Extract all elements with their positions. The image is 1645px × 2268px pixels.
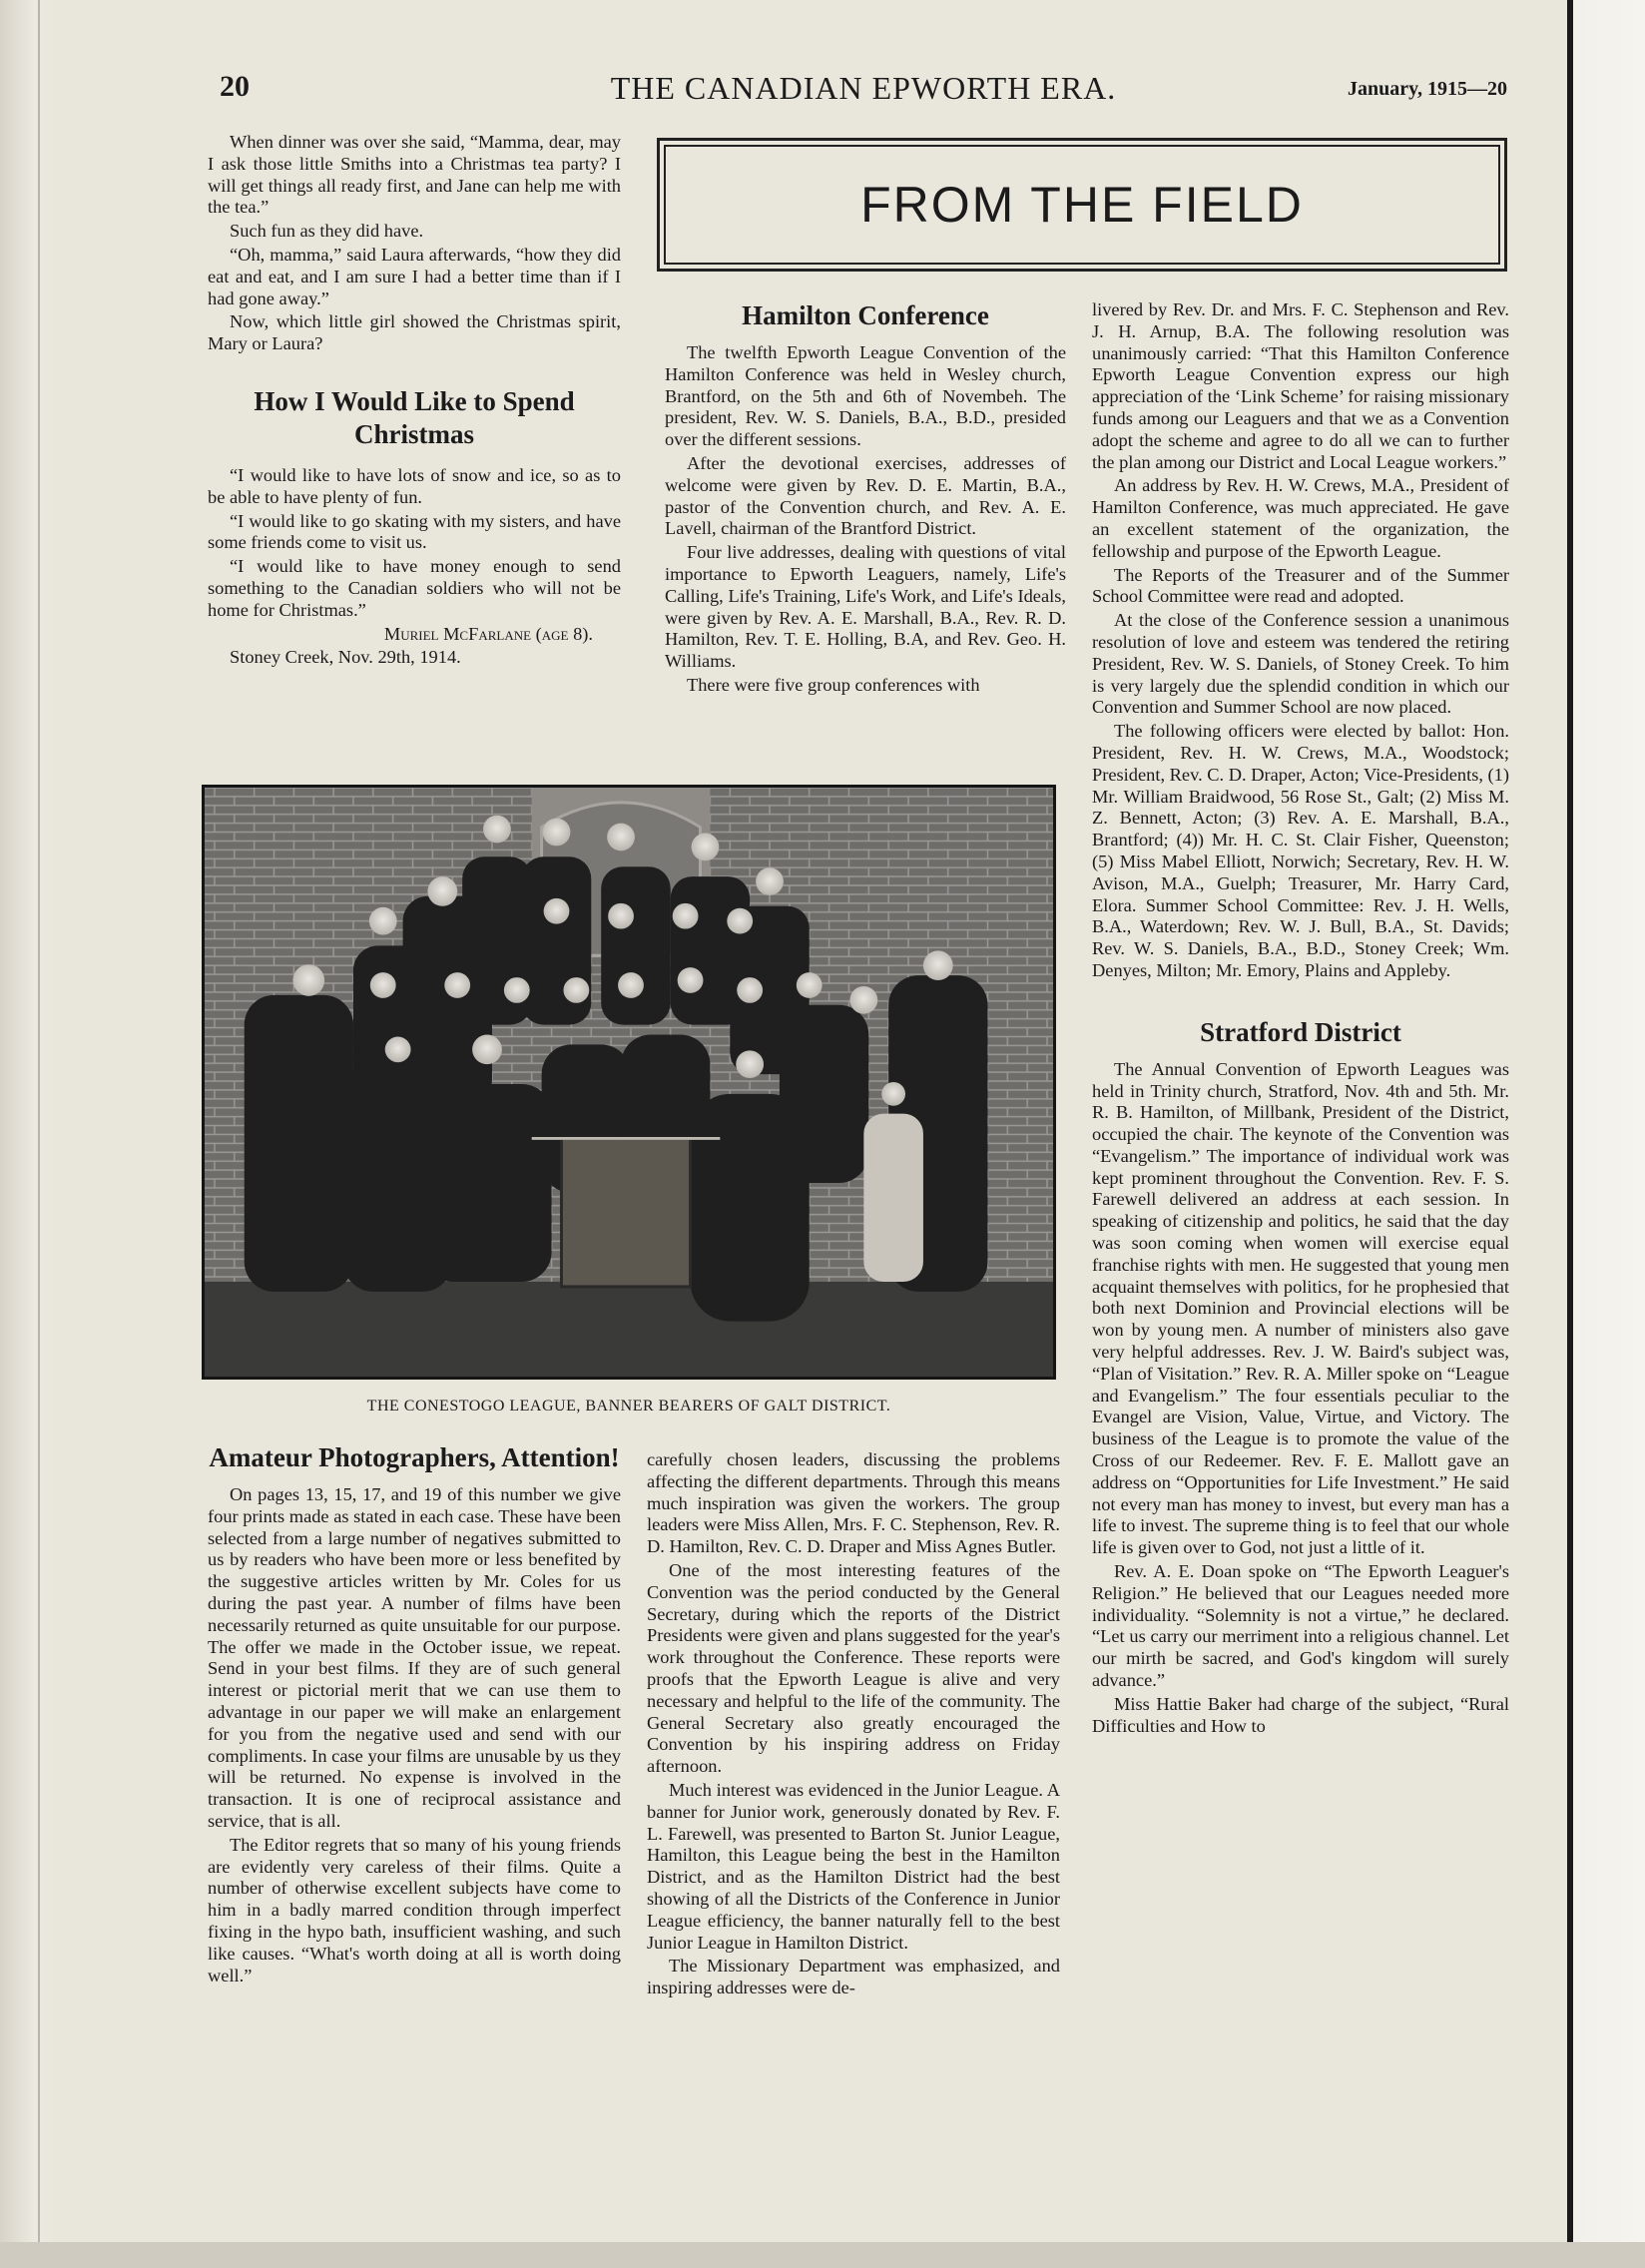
paragraph: Four live addresses, dealing with questions of vital importance to Epworth Leaguers, namely, Life's Calling, Life's Training, Life's Work, and Life's Ideals, were given by Rev. A. E. Marshall, B.A., Rev. R. D. Hamilton, Rev. T. E. Holling, B.A, and Rev. Geo. H. Williams.	[665, 542, 1066, 672]
paragraph: carefully chosen leaders, discussing the problems affecting the different departments. Through this means much inspiration was given the workers. The group leaders were Miss Allen, Mrs. F. C. Stephenson, Rev. R. D. Hamilton, Rev. C. D. Draper and Miss Agnes Butler.	[647, 1449, 1060, 1557]
paragraph: “I would like to have money enough to send something to the Canadian soldiers who will not be home for Christmas.”	[208, 556, 621, 620]
hamilton-heading: Hamilton Conference	[742, 300, 989, 330]
binding-edge	[38, 0, 40, 2268]
paragraph: The Reports of the Treasurer and of the Summer School Committee were read and adopted.	[1092, 564, 1509, 607]
paragraph: One of the most interesting features of the Convention was the period conducted by the General Secretary, during which the reports of the District Presidents were given and plans suggested for the year's work throughout the Conference. These reports were proofs that the Epworth League is alive and very necessary and helpful to the life of the community. The General Secretary also greatly encouraged the Convention by his inspiring address on Friday afternoon.	[647, 1559, 1060, 1777]
paragraph: Now, which little girl showed the Christmas spirit, Mary or Laura?	[208, 311, 621, 354]
letter-signature: Muriel McFarlane (age 8).	[383, 623, 593, 644]
page-number: 20	[220, 70, 250, 103]
amateur-article	[208, 1441, 621, 1986]
hamilton-article	[665, 299, 1066, 697]
paragraph: Rev. A. E. Doan spoke on “The Epworth Leaguer's Religion.” He believed that our Leagues needed more individuality. “Solemnity is not a virtue,” he declared. “Let us carry our merriment into a religious channel. Let our mirth be sacred, and God's kingdom will surely advance.”	[1092, 1561, 1509, 1691]
paragraph: At the close of the Conference session a unanimous resolution of love and esteem was tendered the retiring President, Rev. W. S. Daniels, of Stoney Creek. To him is very largely due the splendid condition in which our Convention and Summer School are now placed.	[1092, 610, 1509, 718]
hamilton-continued	[647, 1449, 1060, 1999]
paragraph: “I would like to have lots of snow and ice, so as to be able to have plenty of fun.	[208, 464, 621, 507]
page-bottom-edge	[0, 2242, 1645, 2268]
paragraph: The Editor regrets that so many of his young friends are evidently very careless of their films. Quite a number of otherwise excellent subjects have come to him in a badly marred condition through imperfect fixing in the hypo bath, insufficient washing, and such like causes. “What's worth doing at all is worth doing well.”	[208, 1834, 621, 1985]
right-column	[1092, 299, 1509, 1737]
journal-title: THE CANADIAN EPWORTH ERA.	[610, 70, 1117, 106]
page-right-edge	[1567, 0, 1645, 2268]
paragraph: Much interest was evidenced in the Junior League. A banner for Junior work, generously donated by Rev. F. L. Farewell, was presented to Barton St. Junior League, Hamilton, this League being the best in the Hamilton District, and as the Hamilton District had the best showing of all the Districts of the Conference in Junior League efficiency, the banner naturally fell to the best Junior League in Hamilton District.	[647, 1779, 1060, 1953]
group-photo-illustration	[205, 788, 1053, 1377]
paragraph: “I would like to go skating with my sisters, and have some friends come to visit us.	[208, 510, 621, 553]
paragraph: Such fun as they did have.	[230, 221, 424, 242]
paragraph: On pages 13, 15, 17, and 19 of this number we give four prints made as stated in each case. These have been selected from a large number of negatives submitted to us by readers who have been more or less benefited by the suggestive articles written by Mr. Coles for us during the past year. A number of films have been necessarily returned as quite unsuitable for our purpose. The offer we made in the October issue, we repeat. Send in your best films. If they are of such general interest or pictorial merit that we can use them to advantage in our paper we will make an enlargement for you from the negative used and send with our compliments. In case your films are unusable by us they will be returned. No expense is involved in the transaction. It is one of reciprocal assistance and service, that is all.	[208, 1484, 621, 1831]
christmas-heading: How I Would Like to Spend Christmas	[254, 385, 575, 449]
paragraph: After the devotional exercises, addresses of welcome were given by Rev. D. E. Martin, B.A., pastor of the Convention church, and Rev. A. E. Lavell, chairman of the Brantford District.	[665, 452, 1066, 539]
paragraph: An address by Rev. H. W. Crews, M.A., President of Hamilton Conference, was much appreciated. He gave an excellent statement of the organization, the fellowship and purpose of the Epworth League.	[1092, 475, 1509, 561]
paragraph: The Missionary Department was emphasized, and inspiring addresses were de-	[647, 1956, 1060, 1998]
page-header	[220, 70, 1507, 110]
page-binding	[0, 0, 58, 2268]
photo-caption: THE CONESTOGO LEAGUE, BANNER BEARERS OF GALT DISTRICT.	[366, 1398, 891, 1415]
banner-title: FROM THE FIELD	[860, 177, 1304, 233]
paragraph: The following officers were elected by ballot: Hon. President, Rev. H. W. Crews, M.A., Woodstock; President, Rev. C. D. Draper, Acton; Vice-Presidents, (1) Mr. William Braidwood, 56 Rose St., Galt; (2) Miss M. Z. Bennett, Acton; (3) Rev. A. E. Marshall, B.A., Brantford; (4)) Mr. H. C. St. Clair Fisher, Queenston; (5) Miss Mabel Elliott, Norwich; Secretary, Rev. H. W. Avison, M.A., Guelph; Treasurer, Mr. Harry Card, Elora. Summer School Committee: Rev. J. H. Wells, B.A., Waterdown; Rev. W. J. Bull, B.A., St. Davids; Rev. W. S. Daniels, B.A., B.D., Stoney Creek; Wm. Denyes, Milton; Mr. Emory, Plains and Appleby.	[1092, 721, 1509, 980]
paragraph: livered by Rev. Dr. and Mrs. F. C. Stephenson and Rev. J. H. Arnup, B.A. The following resolution was unanimously carried: “That this Hamilton Conference Epworth League Convention express our high appreciation of the ‘Link Scheme’ for raising missionary funds among our Leaguers and that we as a Convention adopt the scheme and agree to do all we can to further the plan among our District and Local League workers.”	[1092, 299, 1509, 472]
christmas-story-end	[208, 132, 621, 669]
paragraph: The Annual Convention of Epworth Leagues was held in Trinity church, Stratford, Nov. 4th and 5th. Mr. R. B. Hamilton, of Millbank, President of the District, occupied the chair. The keynote of the Convention was “Evangelism.” The importance of individual work was kept prominent throughout the Convention. Rev. F. S. Farewell delivered an address at each session. In speaking of citizenship and politics, he said that the day was soon coming when women will exercise equal franchise rights with men. He suggested that young men acquaint themselves with politics, for he prophesied that both next Dominion and Provincial elections will be won by young men. A number of ministers also gave very helpful addresses. Rev. J. W. Baird's subject was, “Plan of Visitation.” Rev. R. A. Miller spoke on “League and Evangelism.” The four essentials peculiar to the Evangel are Vision, Value, Virtue, and Victory. The business of the League is to promote the value of the Cross of our Redeemer. Rev. F. E. Mallott gave an address on “Opportunities for Life Investment.” He said not every man has money to invest, but every man has a life to invest. The supreme thing is to feel that our whole life is given over to God, not just a little of it.	[1092, 1058, 1509, 1558]
group-photograph	[202, 785, 1056, 1380]
stratford-heading: Stratford District	[1200, 1016, 1401, 1047]
amateur-heading: Amateur Photographers, Attention!	[209, 1442, 620, 1472]
paragraph: “Oh, mamma,” said Laura afterwards, “how they did eat and eat, and I am sure I had a better time than if I had gone away.”	[208, 244, 621, 308]
paragraph: Miss Hattie Baker had charge of the subject, “Rural Difficulties and How to	[1092, 1693, 1509, 1736]
letter-dateline: Stoney Creek, Nov. 29th, 1914.	[230, 647, 461, 668]
paragraph: When dinner was over she said, “Mamma, dear, may I ask those little Smiths into a Christmas tea party? I will get things all ready first, and Jane can help me with the tea.”	[208, 132, 621, 218]
paragraph: There were five group conferences with	[687, 674, 980, 695]
section-banner	[657, 138, 1507, 272]
issue-date: January, 1915—20	[1347, 78, 1507, 100]
banner-inner-frame	[664, 145, 1500, 265]
paragraph: The twelfth Epworth League Convention of the Hamilton Conference was held in Wesley church, Brantford, on the 5th and 6th of Novembeh. The president, Rev. W. S. Daniels, B.A., B.D., presided over the different sessions.	[665, 342, 1066, 450]
